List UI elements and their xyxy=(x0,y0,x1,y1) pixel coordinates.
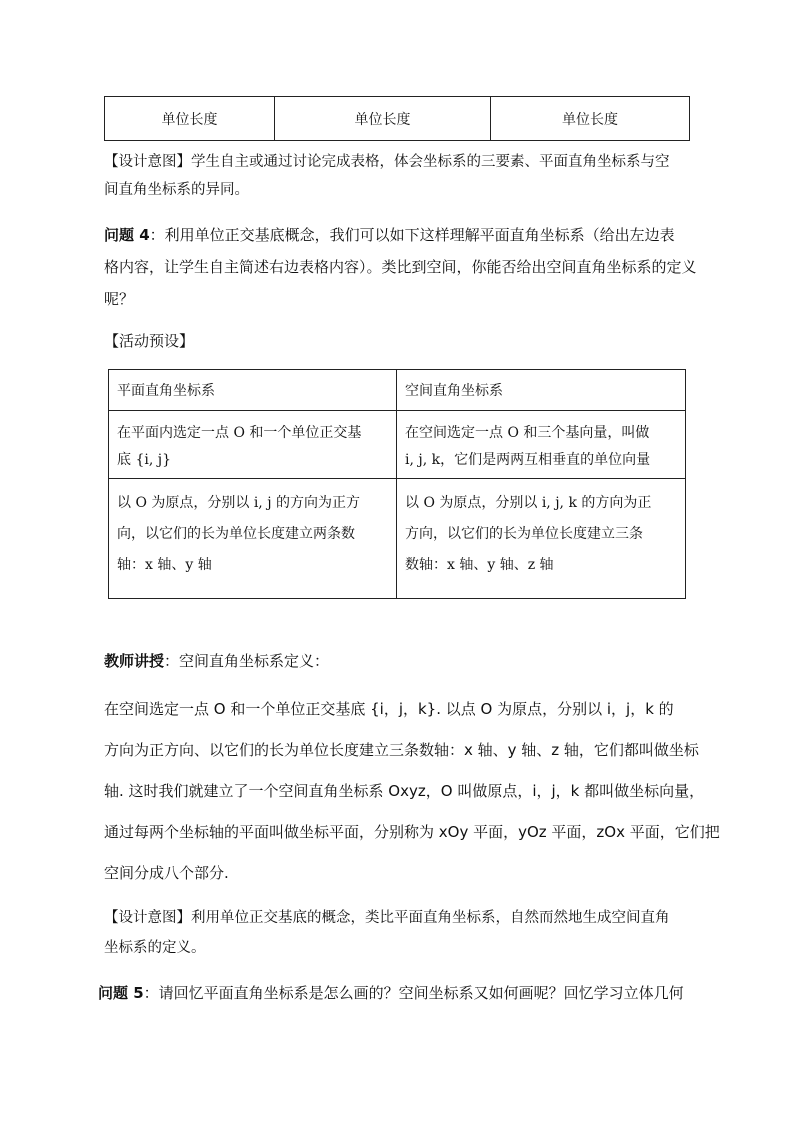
question-5-line xyxy=(98,982,684,1003)
table-cell: 在空间选定一点 O 和三个基向量，叫做 xyxy=(405,425,650,441)
question-4-label: 问题 4 xyxy=(104,226,150,244)
teacher-lecture-title xyxy=(104,650,329,671)
design-intent-1-line2: 间直角坐标系的异同。 xyxy=(104,182,249,198)
design-intent-1-line1: 【设计意图】学生自主或通过讨论完成表格，体会坐标系的三要素、平面直角坐标系与空 xyxy=(104,154,670,170)
table-cell: 单位长度 xyxy=(562,111,618,128)
question-5-text: ：请回忆平面直角坐标系是怎么画的？空间坐标系又如何画呢？回忆学习立体几何 xyxy=(143,984,684,1002)
table-cell: 以 O 为原点，分别以 i, j, k 的方向为正 xyxy=(405,495,652,511)
question-4-line1 xyxy=(104,224,675,245)
table-cell: 单位长度 xyxy=(275,97,491,140)
header-space: 空间直角坐标系 xyxy=(405,383,503,399)
question-4-line3: 呢？ xyxy=(104,290,135,308)
question-4-line2: 格内容，让学生自主简述右边表格内容）。类比到空间，你能否给出空间直角坐标系的定义 xyxy=(104,258,697,276)
table-cell: 向，以它们的长为单位长度建立两条数 xyxy=(117,526,355,542)
unit-length-table xyxy=(104,96,690,141)
design-intent-2-line1: 【设计意图】利用单位正交基底的概念，类比平面直角坐标系，自然而然地生成空间直角 xyxy=(104,910,670,926)
table-cell: i, j, k，它们是两两互相垂直的单位向量 xyxy=(405,452,651,468)
activity-preset-heading: 【活动预设】 xyxy=(104,332,195,350)
coordinate-system-comparison-table xyxy=(108,369,686,599)
definition-line2: 方向为正方向、以它们的长为单位长度建立三条数轴：x 轴、y 轴、z 轴，它们都叫做坐标 xyxy=(104,741,699,759)
definition-line5: 空间分成八个部分. xyxy=(104,864,229,882)
table-cell: 轴：x 轴、y 轴 xyxy=(117,557,212,573)
table-row xyxy=(109,411,685,479)
design-intent-2-line2: 坐标系的定义。 xyxy=(104,940,206,956)
question-4-text: ：利用单位正交基底概念，我们可以如下这样理解平面直角坐标系（给出左边表 xyxy=(149,226,675,244)
teacher-lecture-label: 教师讲授 xyxy=(104,652,165,670)
table-cell: 以 O 为原点，分别以 i, j 的方向为正方 xyxy=(117,495,360,511)
definition-line4: 通过每两个坐标轴的平面叫做坐标平面，分别称为 xOy 平面，yOz 平面，zOx 平面，它们把 xyxy=(104,823,720,841)
teacher-lecture-title-text: ：空间直角坐标系定义： xyxy=(164,652,330,670)
question-5-label: 问题 5 xyxy=(98,984,144,1002)
definition-line1: 在空间选定一点 O 和一个单位正交基底 {i，j，k}. 以点 O 为原点，分别以 i，j，k 的 xyxy=(104,700,674,718)
definition-line3: 轴. 这时我们就建立了一个空间直角坐标系 Oxyz，O 叫做原点，i，j，k 都叫做坐标向量， xyxy=(104,782,705,800)
table-cell: 方向，以它们的长为单位长度建立三条 xyxy=(405,526,643,542)
table-row xyxy=(109,370,685,411)
header-plane: 平面直角坐标系 xyxy=(117,383,215,399)
table-cell: 底 {i, j} xyxy=(117,452,171,468)
table-cell: 在平面内选定一点 O 和一个单位正交基 xyxy=(117,425,362,441)
table-row xyxy=(109,479,685,598)
table-cell: 数轴：x 轴、y 轴、z 轴 xyxy=(405,557,554,573)
table-cell: 单位长度 xyxy=(105,97,275,140)
